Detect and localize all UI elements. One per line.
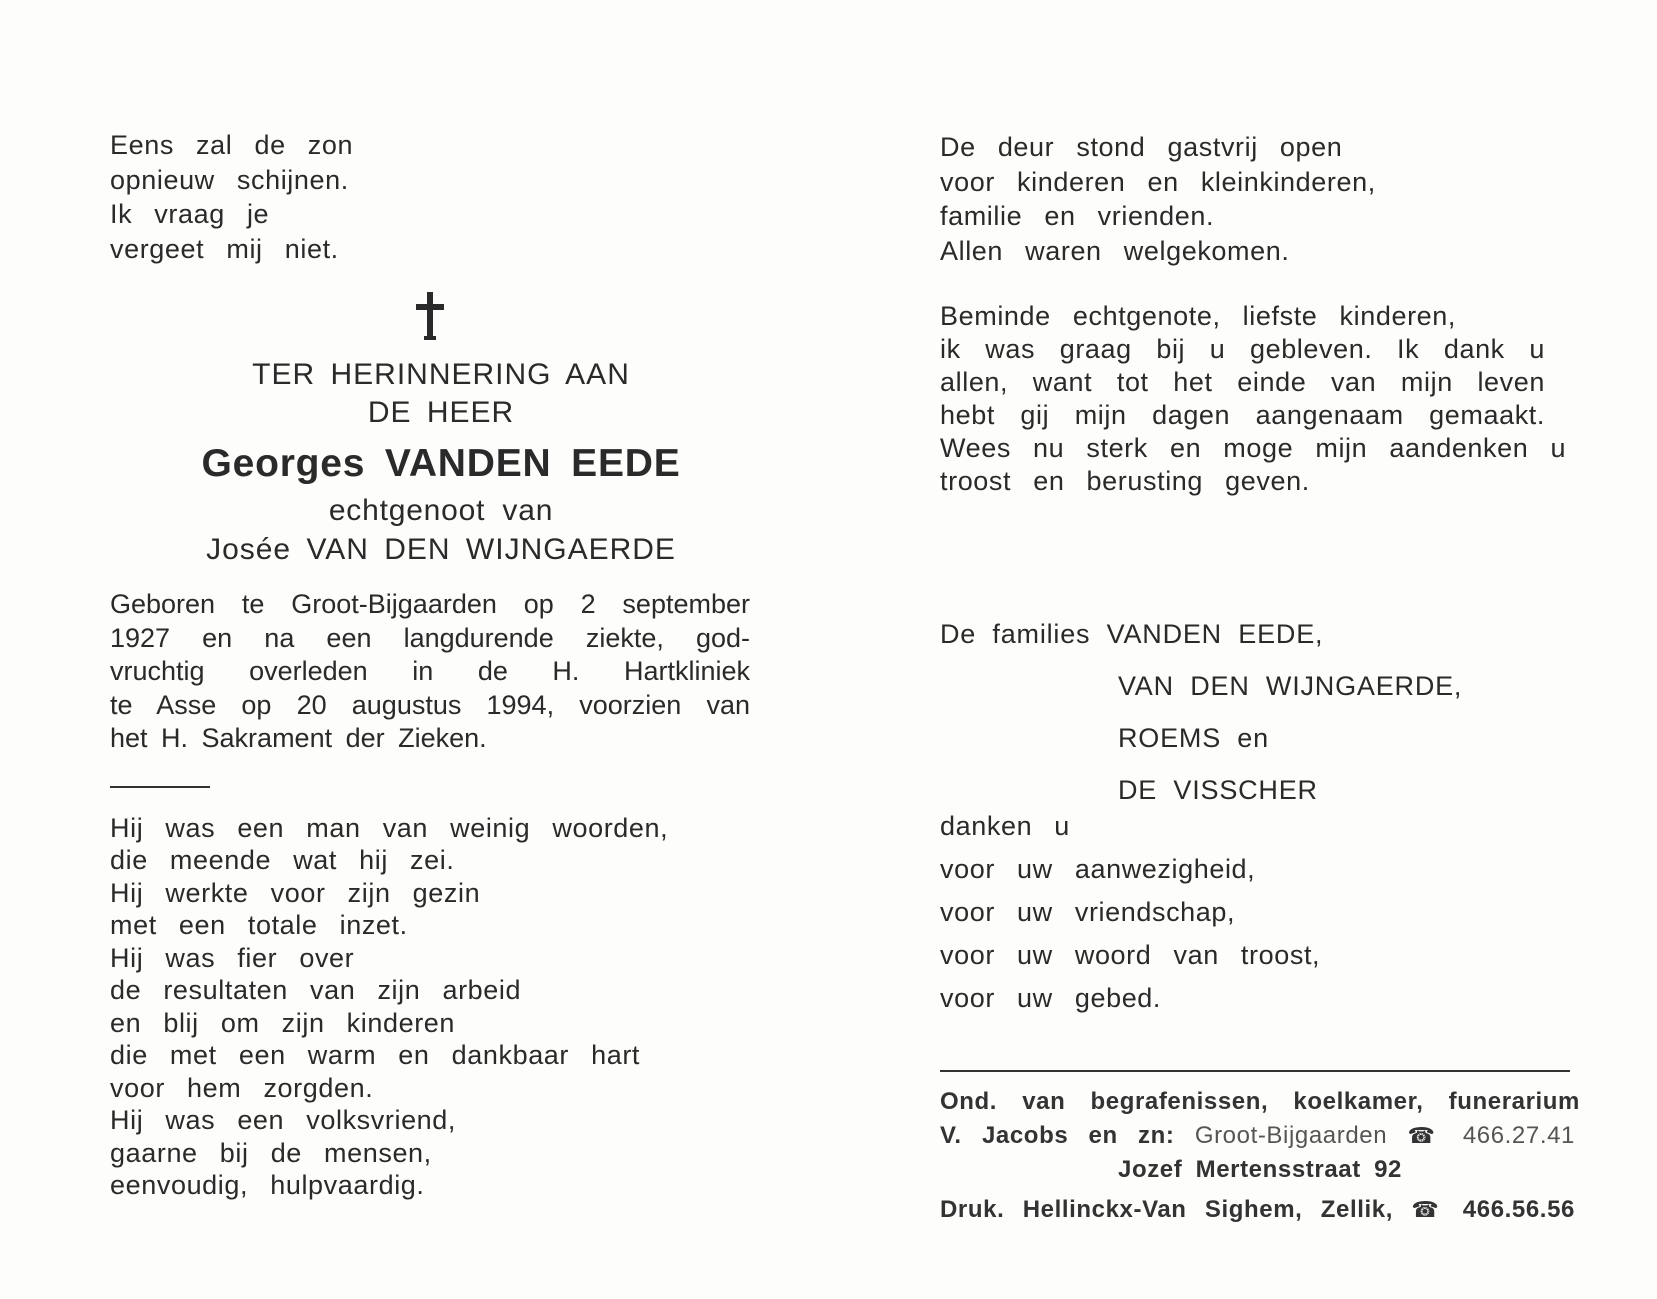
printer-line — [940, 1193, 1575, 1227]
right-panel — [940, 130, 1580, 498]
telephone-icon: ☎ — [1407, 1123, 1443, 1148]
family-name: VANDEN EEDE, — [1106, 619, 1324, 649]
funeral-director-place: Groot-Bijgaarden — [1194, 1122, 1388, 1149]
message-line: hebt gij mijn dagen aangenaam gemaakt. — [940, 400, 1545, 430]
honorific: DE HEER — [367, 396, 515, 429]
message-line: ik was graag bij u gebleven. Ik dank u — [940, 334, 1545, 364]
verse-line: De deur stond gastvrij open — [940, 132, 1343, 162]
bio-line: het H. Sakrament der Zieken. — [110, 723, 487, 753]
bio-line: Geboren te Groot-Bijgaarden op 2 september — [110, 589, 750, 619]
tribute-poem — [110, 812, 760, 1202]
thanks-line: voor uw vriendschap, — [940, 897, 1236, 927]
family-name: DE VISSCHER — [1118, 775, 1318, 805]
latin-cross-icon — [413, 290, 447, 342]
family-name: VAN DEN WIJNGAERDE, — [1118, 671, 1463, 701]
message-line: Beminde echtgenote, liefste kinderen, — [940, 301, 1456, 331]
spouse-label: echtgenoot van — [328, 494, 554, 527]
thanks-block — [940, 805, 1320, 1020]
poem-line: gaarne bij de mensen, — [110, 1137, 432, 1168]
poem-line: voor hem zorgden. — [110, 1072, 374, 1103]
footer-divider — [940, 1070, 1570, 1072]
poem-line: en blij om zijn kinderen — [110, 1007, 456, 1038]
printer-phone: 466.56.56 — [1462, 1196, 1575, 1223]
family-row — [940, 608, 1462, 660]
poem-line: Hij was fier over — [110, 942, 355, 973]
spouse-name: Josée VAN DEN WIJNGAERDE — [206, 533, 676, 566]
poem-line: Hij werkte voor zijn gezin — [110, 877, 481, 908]
message-line: troost en berusting geven. — [940, 466, 1310, 496]
bio-line: vruchtig overleden in de H. Hartkliniek — [110, 656, 750, 686]
poem-line: opnieuw schijnen. — [110, 164, 349, 195]
thanks-line: danken u — [940, 811, 1070, 841]
biography — [110, 588, 750, 756]
poem-line: Hij was een man van weinig woorden, — [110, 812, 669, 843]
family-name: ROEMS en — [1118, 723, 1269, 753]
header-block — [116, 356, 766, 570]
left-panel — [110, 128, 760, 1202]
poem-line: Eens zal de zon — [110, 130, 354, 160]
opening-poem — [110, 128, 760, 266]
verse-line: familie en vrienden. — [940, 201, 1215, 231]
poem-line: eenvoudig, hulpvaardig. — [110, 1170, 425, 1200]
funeral-director-name: V. Jacobs en zn: — [940, 1122, 1175, 1149]
thanks-line: voor uw gebed. — [940, 983, 1162, 1013]
verse-line: Allen waren welgekomen. — [940, 235, 1290, 266]
footer — [940, 1085, 1580, 1227]
poem-line: die meende wat hij zei. — [110, 845, 455, 875]
message-line: allen, want tot het einde van mijn leven — [940, 367, 1545, 397]
families-intro: De families — [940, 619, 1091, 649]
verse-line: voor kinderen en kleinkinderen, — [940, 166, 1376, 197]
divider — [110, 786, 210, 788]
farewell-message — [940, 300, 1580, 498]
cross-container — [100, 290, 760, 356]
families-list — [940, 608, 1462, 816]
poem-line: met een totale inzet. — [110, 910, 408, 940]
poem-line: Ik vraag je — [110, 199, 270, 229]
bio-line: 1927 en na een langdurende ziekte, god- — [110, 622, 750, 653]
thanks-line: voor uw woord van troost, — [940, 940, 1321, 970]
funeral-director-line: Ond. van begrafenissen, koelkamer, funerarium — [940, 1088, 1580, 1115]
funeral-director-phone: 466.27.41 — [1462, 1122, 1575, 1149]
poem-line: Hij was een volksvriend, — [110, 1105, 457, 1135]
thanks-line: voor uw aanwezigheid, — [940, 854, 1256, 884]
message-line: Wees nu sterk en moge mijn aandenken u — [940, 433, 1567, 463]
funeral-director-address: Jozef Mertensstraat 92 — [1118, 1156, 1402, 1183]
printer-name: Druk. Hellinckx-Van Sighem, Zellik, — [940, 1196, 1394, 1223]
funeral-director-contact — [940, 1119, 1575, 1153]
memorial-heading: TER HERINNERING AAN — [252, 358, 630, 391]
verse-hospitality — [940, 130, 1580, 268]
bio-line: te Asse op 20 augustus 1994, voorzien van — [110, 689, 750, 720]
telephone-icon: ☎ — [1411, 1197, 1445, 1222]
poem-line: die met een warm en dankbaar hart — [110, 1040, 641, 1070]
deceased-name: Georges VANDEN EEDE — [201, 442, 681, 485]
poem-line: vergeet mij niet. — [110, 233, 339, 264]
poem-line: de resultaten van zijn arbeid — [110, 975, 522, 1005]
